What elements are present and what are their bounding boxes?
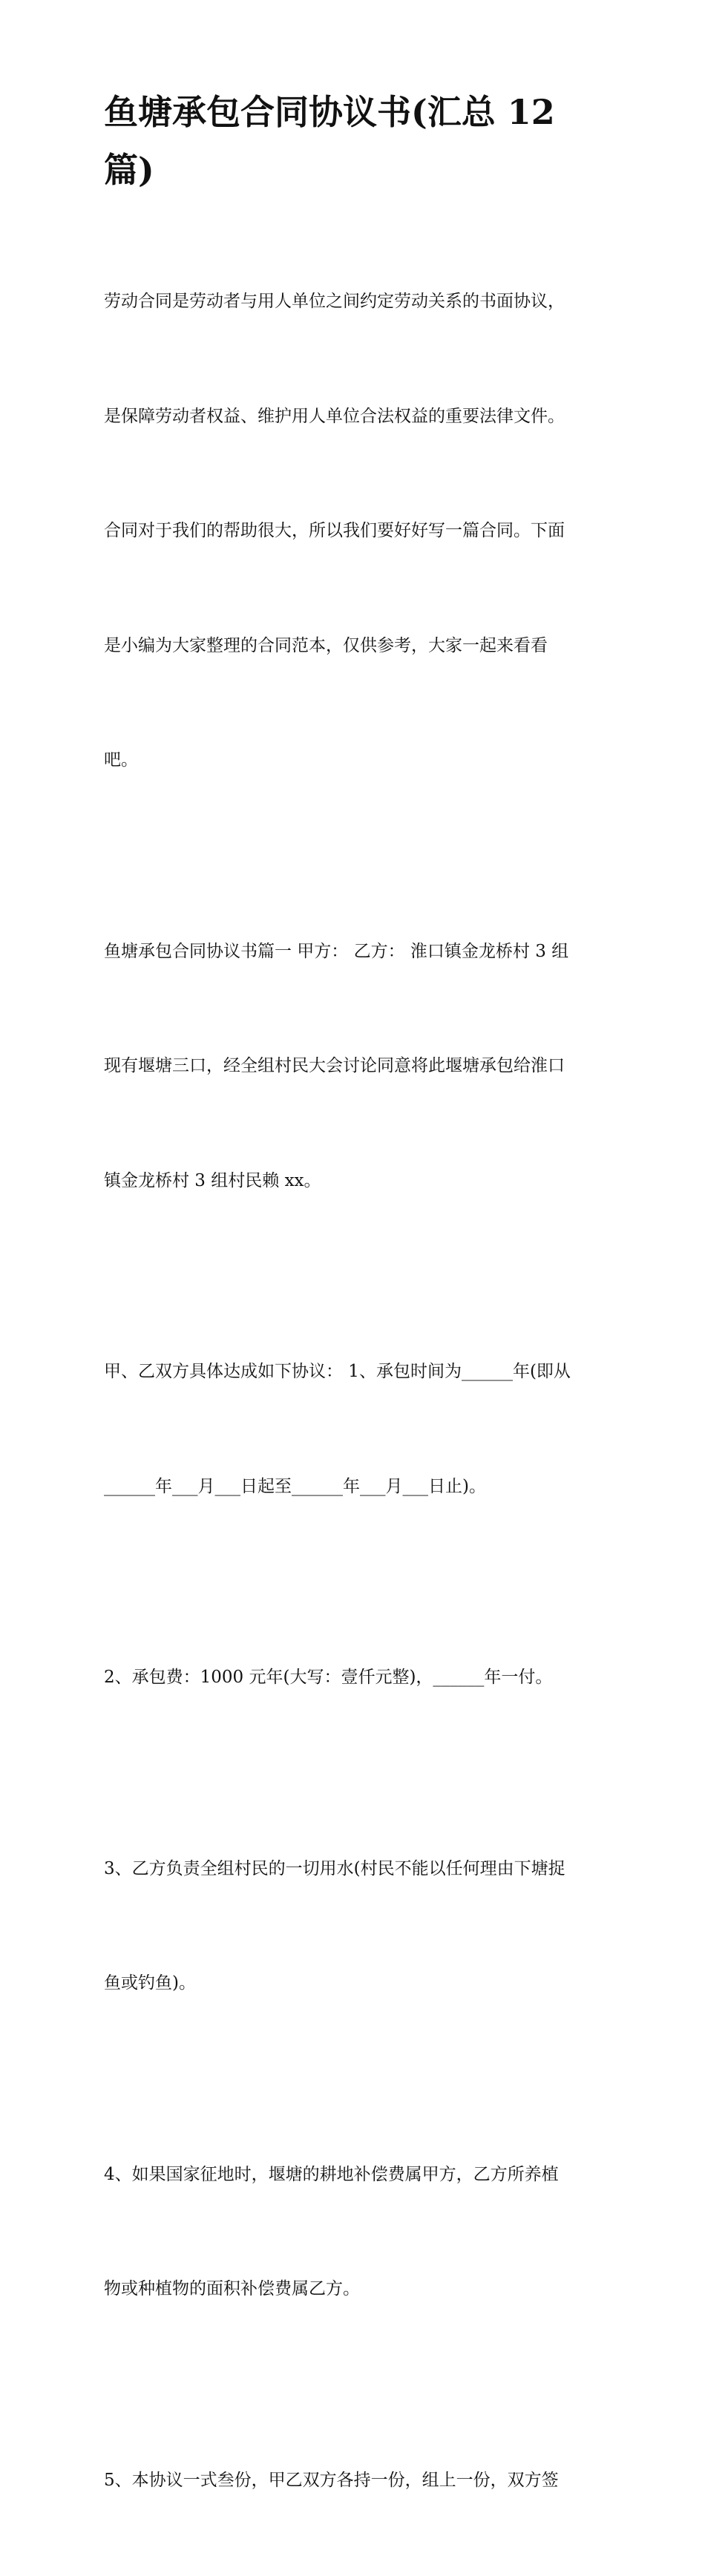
text-line: 合同对于我们的帮助很大，所以我们要好好写一篇合同。下面 [104, 512, 603, 551]
text-line: 4、如果国家征地时，堰塘的耕地补偿费属甲方，乙方所养植 [104, 2156, 603, 2195]
text-line: ______年___月___日起至______年___月___日止)。 [104, 1468, 603, 1507]
text-line: 鱼塘承包合同协议书篇一 甲方： 乙方： 淮口镇金龙桥村 3 组 [104, 933, 603, 971]
text-line: 2、承包费：1000 元年(大写：壹仟元整)，______年一付。 [104, 1659, 603, 1697]
document-title [104, 83, 603, 199]
text-line: 现有堰塘三口，经全组村民大会讨论同意将此堰塘承包给淮口 [104, 1047, 603, 1086]
text-line: 甲、乙双方具体达成如下协议： 1、承包时间为______年(即从 [104, 1353, 603, 1392]
text-line: 镇金龙桥村 3 组村民赖 xx。 [104, 1162, 603, 1201]
text-line: 5、本协议一式叁份，甲乙双方各持一份，组上一份，双方签 [104, 2462, 603, 2500]
text-line: 物或种植物的面积补偿费属乙方。 [104, 2270, 603, 2309]
clause-3-paragraph [104, 1774, 603, 2080]
clause-2-paragraph [104, 1582, 603, 1774]
text-line: 3、乙方负责全组村民的一切用水(村民不能以任何理由下塘捉 [104, 1850, 603, 1889]
text-line: 鱼或钓鱼)。 [104, 1964, 603, 2003]
title-line-1: 鱼塘承包合同协议书(汇总 12 [104, 83, 603, 141]
intro-paragraph [104, 206, 603, 856]
text-line: 是保障劳动者权益、维护用人单位合法权益的重要法律文件。 [104, 398, 603, 436]
document-page [104, 83, 603, 2576]
clause-4-paragraph [104, 2080, 603, 2385]
clause-1-paragraph [104, 1276, 603, 1582]
contract-parties-paragraph [104, 856, 603, 1277]
title-line-2: 篇) [104, 141, 603, 199]
clause-5-paragraph [104, 2385, 603, 2576]
text-line: 劳动合同是劳动者与用人单位之间约定劳动关系的书面协议， [104, 283, 603, 321]
text-line: 吧。 [104, 741, 603, 780]
text-line: 是小编为大家整理的合同范本，仅供参考，大家一起来看看 [104, 627, 603, 666]
